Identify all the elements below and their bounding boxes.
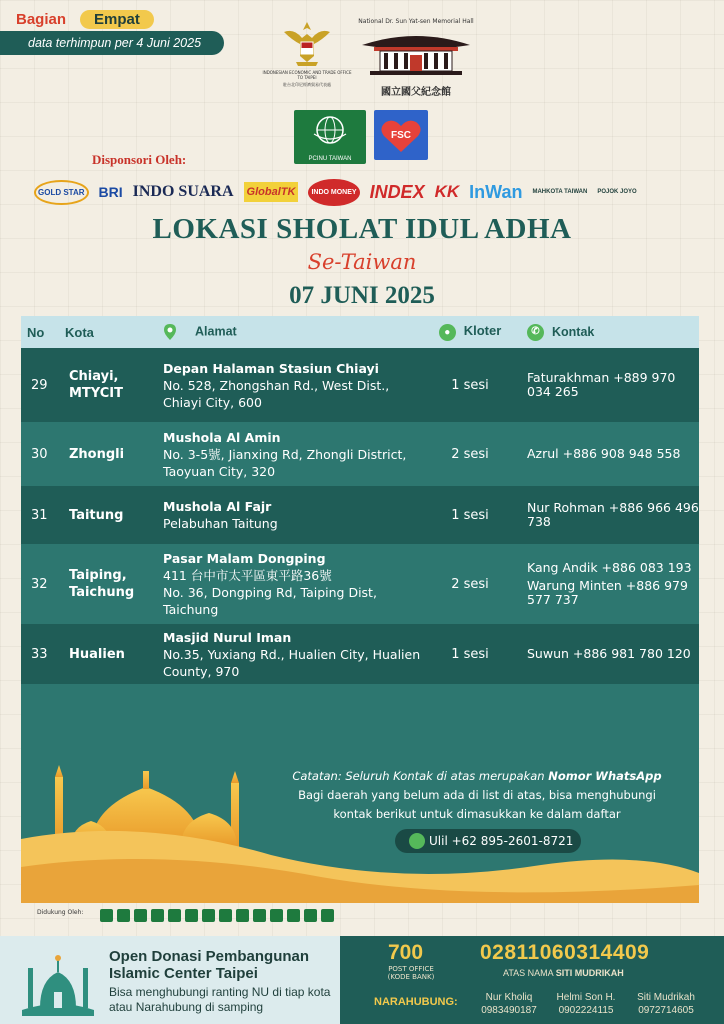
locations-table	[21, 316, 699, 748]
sponsor-mahkota: MAHKOTA TAIWAN	[532, 189, 588, 195]
bank-code-label: POST OFFICE (KODE BANK)	[387, 965, 435, 981]
row-place: Masjid Nurul Iman	[163, 629, 292, 645]
supporter-logo-icon	[321, 909, 334, 922]
row-kontak: Suwun +886 981 780 120	[527, 646, 691, 661]
garuda-caption-cn: 駐台北印尼經濟貿易代表處	[283, 82, 331, 87]
row-kontak: Azrul +886 908 948 558	[527, 446, 681, 461]
row-kloter: 1 sesi	[451, 507, 489, 523]
contact-person	[548, 991, 624, 1017]
sponsor-label: Disponsori Oleh:	[92, 152, 187, 167]
supporter-logo-icon	[287, 909, 300, 922]
supporter-logo-icon	[270, 909, 283, 922]
supporter-logo-icon	[253, 909, 266, 922]
account-name-line	[503, 968, 624, 978]
garuda-caption: INDONESIAN ECONOMIC AND TRADE OFFICE TO TAIPEI	[262, 70, 352, 80]
sponsor-logos	[34, 170, 694, 214]
table-row	[21, 544, 699, 624]
supporter-logo-icon	[134, 909, 147, 922]
row-address: No.35, Yuxiang Rd., Hualien City, Hualien County, 970	[163, 646, 421, 679]
supporter-logos	[100, 909, 338, 922]
event-date: 07 JUNI 2025	[289, 282, 435, 309]
contact-name: Helmi Son H.	[556, 992, 616, 1003]
sponsor-indosuara: INDO SUARA	[132, 183, 234, 200]
header-kota: Kota	[65, 324, 94, 340]
row-address: No. 528, Zhongshan Rd., West Dist., Chiayi City, 600	[163, 377, 390, 410]
contact-phone: 0983490187	[481, 1005, 537, 1016]
row-kota: Hualien	[69, 646, 125, 662]
row-place: Mushola Al Fajr	[163, 499, 272, 514]
contact-phone: 0972714605	[638, 1005, 694, 1016]
row-kloter: 2 sesi	[451, 446, 489, 462]
table-row	[21, 624, 699, 684]
memorial-building-icon	[356, 25, 476, 79]
row-place: Depan Halaman Stasiun Chiayi	[163, 360, 379, 376]
row-no: 29	[31, 377, 48, 393]
row-no: 33	[31, 646, 48, 662]
sponsor-goldstar: GOLD STAR	[34, 180, 89, 205]
header-kontak	[515, 324, 699, 341]
row-kota: Chiayi, MTYCIT	[69, 369, 123, 401]
page-subtitle: Se-Taiwan	[307, 250, 417, 274]
supporter-logo-icon	[151, 909, 164, 922]
supported-label: Didukung Oleh:	[37, 909, 84, 916]
sponsor-kk: KK	[434, 182, 460, 201]
note-line-1	[277, 767, 677, 786]
table-row-empty	[21, 684, 699, 748]
row-kota: Taiping, Taichung	[69, 568, 135, 600]
account-name: SITI MUDRIKAH	[555, 968, 624, 978]
donation-title: Open Donasi Pembangunan Islamic Center Taipei	[109, 948, 310, 982]
garuda-icon	[280, 18, 334, 68]
row-no: 31	[31, 507, 48, 523]
memorial-arc-text: National Dr. Sun Yat-sen Memorial Hall	[358, 18, 474, 25]
nu-globe-icon	[294, 110, 366, 150]
note-line-2: Bagi daerah yang belum ada di list di atas, bisa menghubungi	[298, 788, 656, 802]
contact-phone: 0902224115	[558, 1005, 614, 1016]
sponsor-inwan: InWan	[469, 181, 523, 202]
memorial-logo	[354, 18, 478, 98]
donation-desc: Bisa menghubungi ranting NU di tiap kota atau Narahubung di samping	[109, 985, 331, 1014]
row-alamat	[163, 629, 425, 680]
account-name-prefix: ATAS NAMA	[503, 968, 554, 978]
row-address: Pelabuhan Taitung	[163, 516, 278, 531]
row-kontak-1: Kang Andik +886 083 193	[527, 560, 692, 575]
map-pin-icon	[163, 323, 177, 341]
sponsor-indomoney: INDO MONEY	[308, 179, 359, 206]
memorial-caption: 國立國父紀念館	[381, 87, 451, 98]
row-kontak-2: Warung Minten +886 979 577 737	[527, 578, 688, 607]
data-date-note: data terhimpun per 4 Juni 2025	[0, 31, 224, 55]
row-place: Mushola Al Amin	[163, 429, 281, 445]
row-alamat	[163, 429, 425, 480]
whatsapp-contact-pill[interactable]	[395, 829, 581, 853]
whatsapp-icon: ✆	[527, 324, 544, 341]
table-row	[21, 486, 699, 544]
row-alamat	[163, 550, 425, 618]
row-alamat	[163, 360, 425, 411]
row-place: Pasar Malam Dongping	[163, 551, 326, 566]
row-address-2: No. 36, Dongping Rd, Taiping Dist, Taichung	[163, 585, 377, 617]
row-kontak	[515, 561, 699, 607]
row-kontak: Nur Rohman +886 966 496 738	[527, 500, 699, 529]
note-panel	[21, 747, 699, 903]
row-no: 32	[31, 576, 48, 592]
row-no: 30	[31, 446, 48, 462]
supporter-logo-icon	[117, 909, 130, 922]
row-address: No. 3-5號, Jianxing Rd, Zhongli District, Taoyuan City, 320	[163, 446, 407, 479]
microphone-icon: ●	[439, 324, 456, 341]
row-alamat	[163, 498, 425, 532]
header-kloter	[425, 323, 515, 340]
table-row	[21, 348, 699, 422]
table-header	[21, 316, 699, 348]
row-kota: Taitung	[69, 507, 124, 523]
sponsor-bri: BRI	[98, 184, 123, 200]
whatsapp-contact: Ulil +62 895-2601-8721	[429, 834, 574, 848]
badge-part: Bagian	[16, 11, 67, 28]
fsc-logo	[374, 110, 428, 160]
contact-name: Siti Mudrikah	[637, 992, 695, 1003]
fsc-text: FSC	[391, 130, 411, 141]
pcinu-logo	[294, 110, 366, 164]
header-no: No	[27, 324, 45, 340]
contact-person	[474, 991, 544, 1017]
header-alamat-label: Alamat	[195, 324, 237, 339]
supporter-logo-icon	[168, 909, 181, 922]
whatsapp-icon	[409, 833, 425, 849]
sponsor-pojokjoyo: POJOK JOYO	[597, 189, 637, 195]
row-kloter: 2 sesi	[451, 576, 489, 592]
row-address: 411 台中市太平區東平路36號	[163, 568, 332, 583]
contact-person	[628, 991, 704, 1017]
whatsapp-note	[277, 767, 677, 824]
contact-name: Nur Kholiq	[485, 992, 533, 1003]
header-alamat	[163, 323, 425, 341]
row-kontak: Faturakhman +889 970 034 265	[527, 370, 676, 399]
badge-number: Empat	[80, 10, 154, 29]
supporter-logo-icon	[100, 909, 113, 922]
row-kloter: 1 sesi	[451, 646, 489, 662]
page-title: LOKASI SHOLAT IDUL ADHA	[152, 213, 572, 245]
garuda-logo	[262, 18, 352, 87]
header-kloter-label: Kloter	[463, 323, 502, 339]
note-line-3: kontak berikut untuk dimasukkan ke dalam daftar	[333, 807, 621, 821]
fsc-heart-icon	[374, 110, 428, 160]
account-number: 02811060314409	[480, 941, 650, 964]
sponsor-index: INDEX	[369, 181, 425, 202]
row-kloter: 1 sesi	[451, 377, 489, 393]
row-kota: Zhongli	[69, 446, 125, 462]
narahubung-label: NARAHUBUNG:	[374, 996, 458, 1008]
pcinu-caption: PCINU TAIWAN	[308, 156, 352, 162]
supporter-logo-icon	[185, 909, 198, 922]
section-badge	[16, 10, 154, 29]
note-line-1-bold: Nomor WhatsApp	[548, 769, 662, 783]
bank-code: 700	[388, 941, 424, 964]
supporter-logo-icon	[219, 909, 232, 922]
note-line-1-prefix: Catatan: Seluruh Kontak di atas merupakan	[292, 769, 545, 783]
supporter-logo-icon	[304, 909, 317, 922]
supporter-logo-icon	[236, 909, 249, 922]
supporter-logo-icon	[202, 909, 215, 922]
header-kontak-label: Kontak	[552, 324, 595, 339]
sponsor-globaltk: GlobalTK	[244, 182, 299, 202]
islamic-center-icon	[18, 946, 98, 1016]
table-row	[21, 422, 699, 486]
